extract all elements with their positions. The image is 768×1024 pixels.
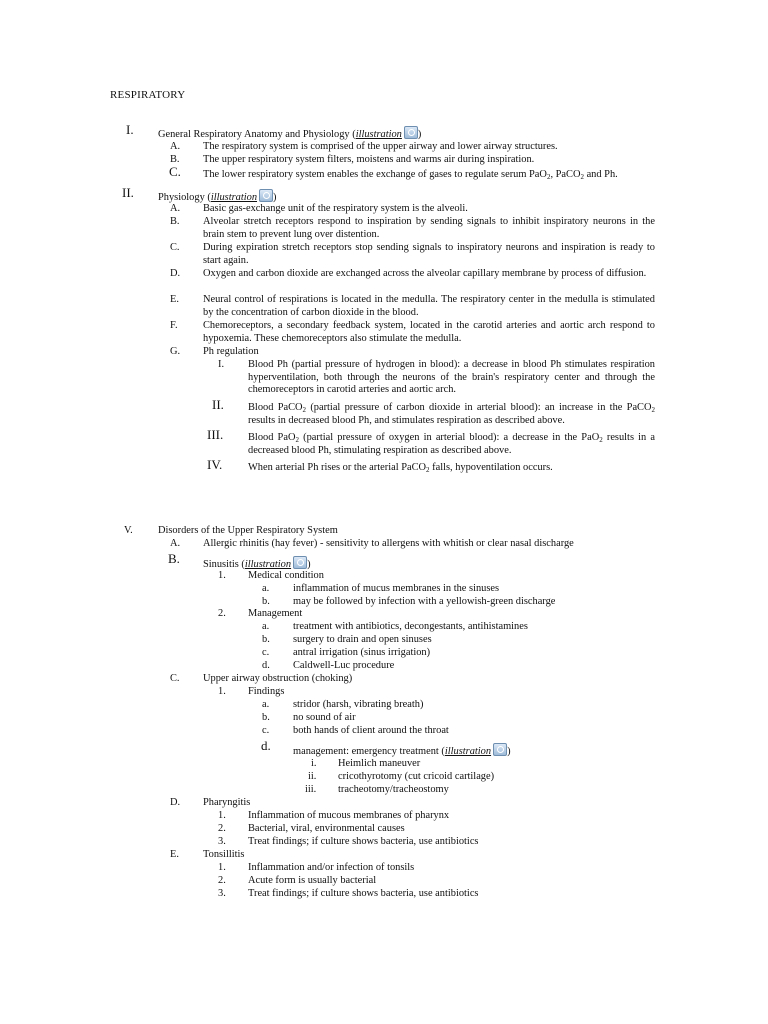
section-5-heading: Disorders of the Upper Respiratory System bbox=[158, 525, 338, 536]
item-text: tracheotomy/tracheostomy bbox=[338, 784, 449, 795]
text-part: , PaCO bbox=[550, 169, 581, 180]
section-5-marker: V. bbox=[124, 525, 133, 536]
item-text: may be followed by infection with a yellowish-green discharge bbox=[293, 596, 556, 607]
item-text: Treat findings; if culture shows bacteria, use antibiotics bbox=[248, 836, 479, 847]
text-part: ) bbox=[307, 559, 311, 570]
heading-close: ) bbox=[273, 192, 277, 203]
section-2-marker: II. bbox=[122, 185, 134, 200]
illustration-link[interactable]: illustration bbox=[210, 192, 258, 203]
subscript: 2 bbox=[651, 406, 655, 414]
item-marker: A. bbox=[170, 203, 181, 214]
item-marker: c. bbox=[262, 725, 270, 736]
item-text: The upper respiratory system filters, moistens and warms air during inspiration. bbox=[203, 154, 535, 165]
item-marker: b. bbox=[262, 712, 270, 723]
subscript: 2 bbox=[580, 173, 584, 181]
item-text bbox=[203, 169, 663, 182]
text-part: Sinusitis ( bbox=[203, 559, 245, 570]
item-marker: b. bbox=[262, 596, 270, 607]
item-marker: 1. bbox=[218, 810, 226, 821]
item-marker: d. bbox=[261, 738, 271, 753]
item-marker: a. bbox=[262, 621, 270, 632]
item-text: treatment with antibiotics, decongestants, antihistamines bbox=[293, 621, 528, 632]
item-marker: b. bbox=[262, 634, 270, 645]
item-marker: 1. bbox=[218, 570, 226, 581]
item-text: The respiratory system is comprised of the upper airway and lower airway structures. bbox=[203, 141, 558, 152]
item-text: Alveolar stretch receptors respond to inspiration by sending signals to inhibit inspiratory neurons in the brain stem to prevent lung over distention. bbox=[203, 216, 655, 240]
item-marker: 1. bbox=[218, 862, 226, 873]
text-part: The lower respiratory system enables the exchange of gases to regulate serum PaO bbox=[203, 169, 547, 180]
image-icon[interactable] bbox=[493, 743, 507, 756]
item-text: Blood Ph (partial pressure of hydrogen in blood): a decrease in blood Ph stimulates respiration hyperventilation, both through the neurons of the brain's respiratory center and through the chemoreceptors in carotid arteries and aortic arch. bbox=[248, 359, 655, 396]
item-marker: I. bbox=[218, 359, 225, 370]
item-text: Allergic rhinitis (hay fever) - sensitivity to allergens with whitish or clear nasal discharge bbox=[203, 538, 574, 549]
item-marker: C. bbox=[169, 164, 181, 179]
item-text: antral irrigation (sinus irrigation) bbox=[293, 647, 431, 658]
item-marker: iii. bbox=[305, 784, 317, 795]
item-marker: C. bbox=[170, 673, 180, 684]
item-text: Caldwell-Luc procedure bbox=[293, 660, 395, 671]
subscript: 2 bbox=[295, 436, 299, 444]
item-text: cricothyrotomy (cut cricoid cartilage) bbox=[338, 771, 495, 782]
text-part: (partial pressure of oxygen in arterial blood): a decrease in the PaO bbox=[298, 432, 600, 443]
item-text: both hands of client around the throat bbox=[293, 725, 449, 736]
heading-text: Physiology ( bbox=[158, 192, 211, 203]
item-marker: A. bbox=[170, 538, 181, 549]
item-marker: E. bbox=[170, 294, 179, 305]
item-text bbox=[248, 462, 655, 475]
item-marker: 2. bbox=[218, 608, 226, 619]
item-marker: D. bbox=[170, 797, 181, 808]
item-marker: i. bbox=[311, 758, 317, 769]
item-text: Acute form is usually bacterial bbox=[248, 875, 377, 886]
section-1-heading bbox=[158, 126, 658, 142]
item-text: Ph regulation bbox=[203, 346, 259, 357]
text-part: When arterial Ph rises or the arterial PaCO bbox=[248, 462, 427, 473]
text-part: falls, hypoventilation occurs. bbox=[429, 462, 553, 473]
item-marker: F. bbox=[170, 320, 178, 331]
item-marker: B. bbox=[170, 216, 180, 227]
text-part: management: emergency treatment ( bbox=[293, 746, 445, 757]
illustration-link[interactable]: illustration bbox=[244, 559, 292, 570]
item-text bbox=[248, 402, 655, 427]
item-text: Oxygen and carbon dioxide are exchanged across the alveolar capillary membrane by process of diffusion. bbox=[203, 268, 647, 279]
item-text: inflammation of mucus membranes in the sinuses bbox=[293, 583, 500, 594]
item-marker: II. bbox=[212, 397, 224, 412]
item-marker: B. bbox=[170, 154, 180, 165]
item-marker: ii. bbox=[308, 771, 317, 782]
item-text: no sound of air bbox=[293, 712, 356, 723]
item-text: Inflammation and/or infection of tonsils bbox=[248, 862, 415, 873]
item-marker: 3. bbox=[218, 888, 226, 899]
item-text: Upper airway obstruction (choking) bbox=[203, 673, 353, 684]
item-text: Chemoreceptors, a secondary feedback system, located in the carotid arteries and aortic arch respond to hypoxemia. These chemoreceptors also stimulate the medulla. bbox=[203, 320, 655, 344]
item-marker: A. bbox=[170, 141, 181, 152]
item-text: Pharyngitis bbox=[203, 797, 251, 808]
item-text: Findings bbox=[248, 686, 285, 697]
item-text bbox=[293, 743, 673, 759]
text-part: ) bbox=[507, 746, 511, 757]
image-icon[interactable] bbox=[404, 126, 418, 139]
item-text: Inflammation of mucous membranes of pharynx bbox=[248, 810, 450, 821]
item-marker: a. bbox=[262, 583, 270, 594]
item-marker: B. bbox=[168, 551, 180, 566]
text-part: (partial pressure of carbon dioxide in arterial blood): an increase in the PaCO bbox=[306, 402, 652, 413]
item-text: Treat findings; if culture shows bacteria, use antibiotics bbox=[248, 888, 479, 899]
heading-close: ) bbox=[417, 129, 422, 140]
item-text: During expiration stretch receptors stop sending signals to inspiratory neurons and inspiration is ready to start again. bbox=[203, 242, 655, 266]
heading-text: General Respiratory Anatomy and Physiology ( bbox=[158, 129, 356, 140]
subscript: 2 bbox=[426, 466, 430, 474]
item-text: Neural control of respirations is located in the medulla. The respiratory center in the medulla is stimulated by the concentration of carbon dioxide in the blood. bbox=[203, 294, 655, 318]
image-icon[interactable] bbox=[293, 556, 307, 569]
image-icon[interactable] bbox=[259, 189, 273, 202]
item-text: Management bbox=[248, 608, 303, 619]
item-marker: IV. bbox=[207, 457, 223, 472]
subscript: 2 bbox=[546, 173, 551, 181]
item-text: Bacterial, viral, environmental causes bbox=[248, 823, 405, 834]
text-part: results in a decreased blood Ph, stimulating respiration as described above. bbox=[248, 432, 655, 456]
illustration-link[interactable]: illustration bbox=[444, 746, 492, 757]
item-marker: D. bbox=[170, 268, 181, 279]
item-text: Medical condition bbox=[248, 570, 324, 581]
text-part: Blood PaO bbox=[248, 432, 296, 443]
subscript: 2 bbox=[599, 436, 603, 444]
item-marker: C. bbox=[170, 242, 180, 253]
item-text: stridor (harsh, vibrating breath) bbox=[293, 699, 424, 710]
item-text bbox=[248, 432, 655, 457]
section-1-marker: I. bbox=[126, 122, 134, 137]
item-text: Heimlich maneuver bbox=[338, 758, 421, 769]
item-text: surgery to drain and open sinuses bbox=[293, 634, 432, 645]
text-part: Blood PaCO bbox=[248, 402, 303, 413]
text-part: results in decreased blood Ph, and stimulates respiration as described above. bbox=[248, 414, 565, 426]
item-text: Tonsillitis bbox=[203, 849, 245, 860]
item-marker: E. bbox=[170, 849, 179, 860]
item-marker: G. bbox=[170, 346, 181, 357]
item-marker: d. bbox=[262, 660, 270, 671]
illustration-link[interactable]: illustration bbox=[355, 129, 402, 140]
item-marker: c. bbox=[262, 647, 270, 658]
text-part: and Ph. bbox=[583, 169, 618, 180]
item-marker: a. bbox=[262, 699, 270, 710]
item-marker: 1. bbox=[218, 686, 226, 697]
document-title: RESPIRATORY bbox=[110, 89, 186, 101]
item-marker: 3. bbox=[218, 836, 226, 847]
item-marker: 2. bbox=[218, 823, 226, 834]
item-marker: III. bbox=[207, 427, 224, 442]
item-marker: 2. bbox=[218, 875, 226, 886]
subscript: 2 bbox=[302, 406, 307, 414]
item-text: Basic gas-exchange unit of the respiratory system is the alveoli. bbox=[203, 203, 468, 214]
